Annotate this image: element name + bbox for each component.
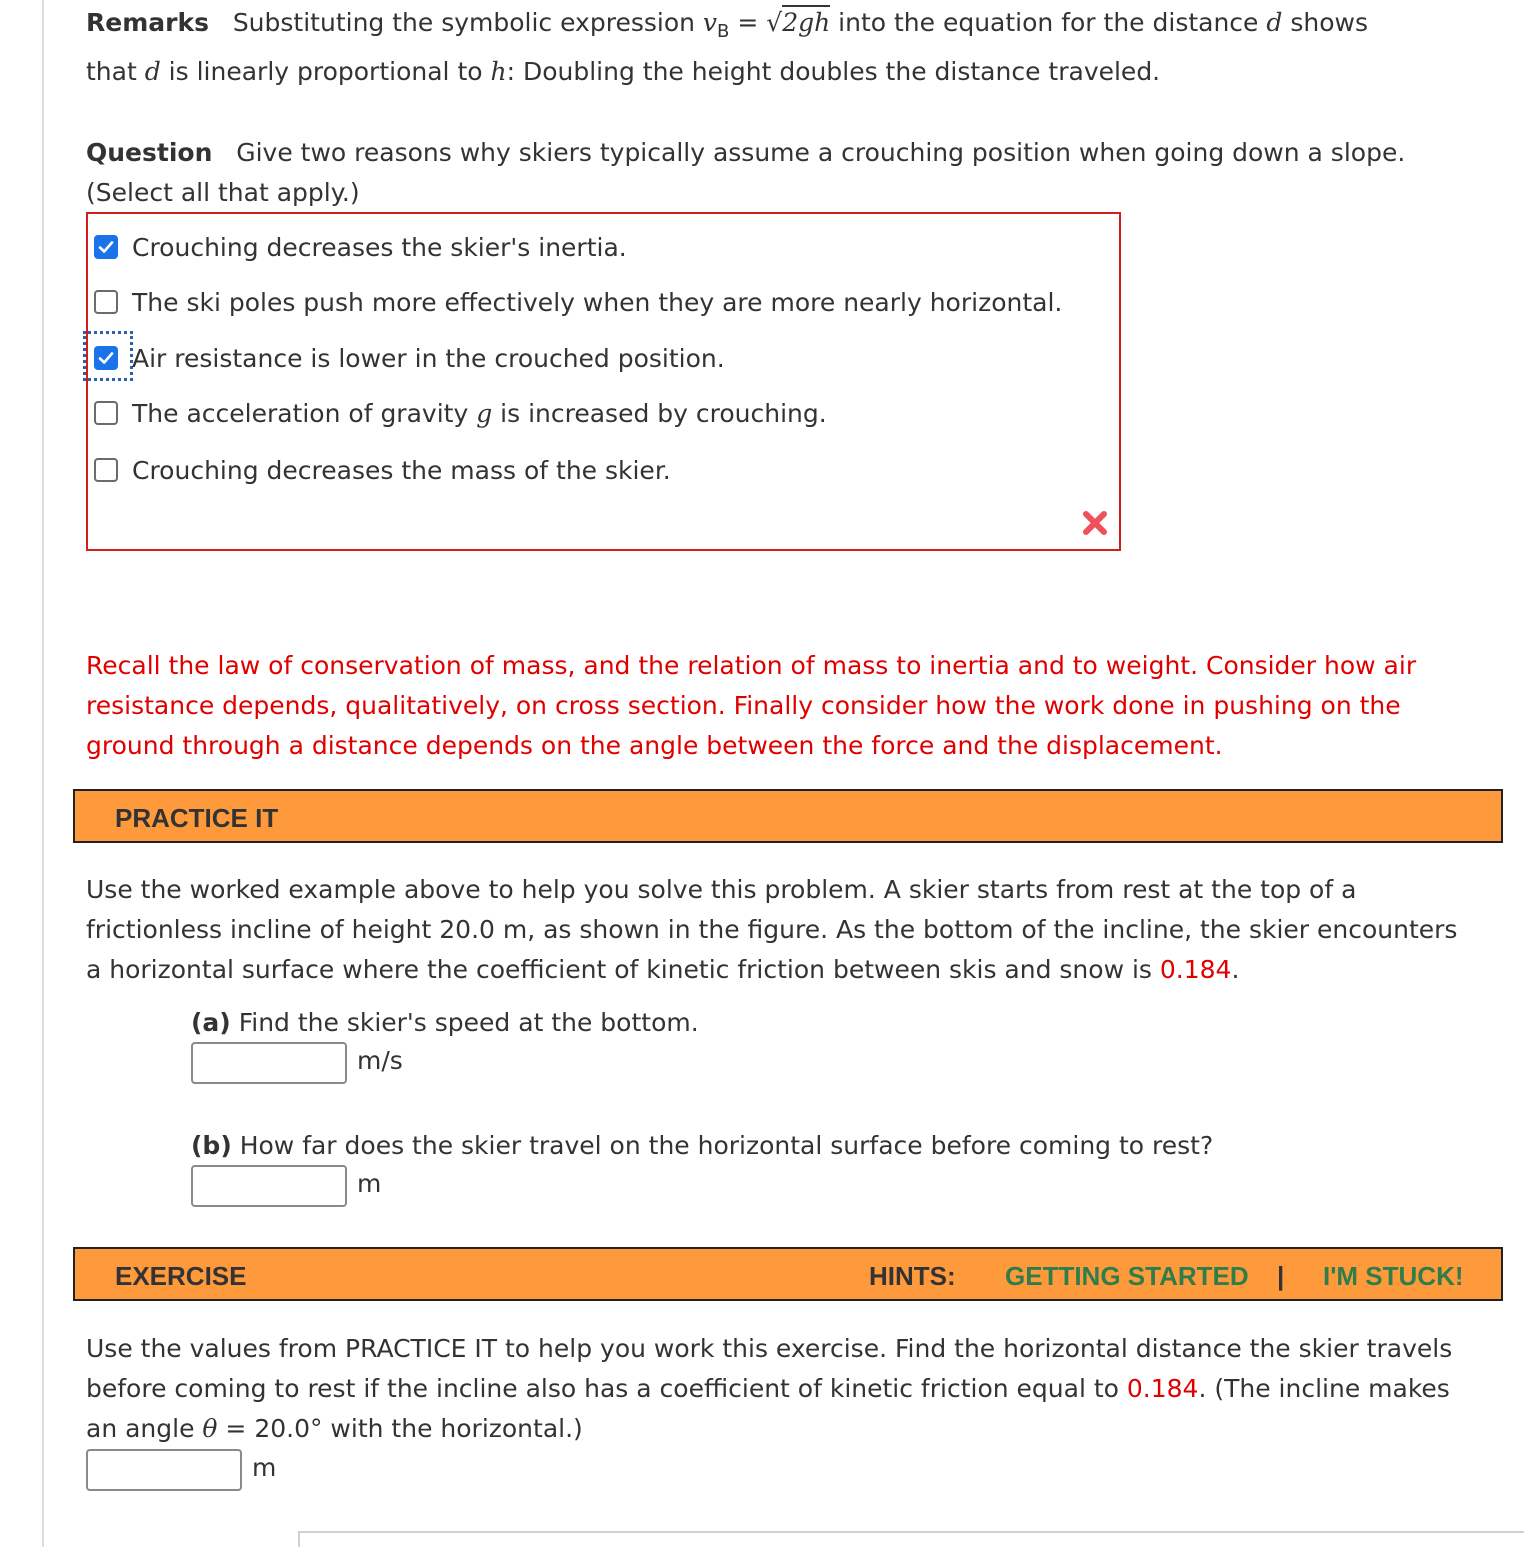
remarks-text: : Doubling the height doubles the distance traveled.: [506, 57, 1161, 86]
practice-it-title: PRACTICE IT: [115, 803, 279, 833]
remarks-text: that: [86, 57, 145, 86]
exercise-text-part: . (The incline makes an angle: [86, 1374, 1450, 1443]
var-h: h: [490, 57, 507, 86]
choice-label: Crouching decreases the skier's inertia.: [132, 232, 627, 262]
part-a-answer-input[interactable]: [191, 1042, 347, 1084]
part-a-unit: m/s: [357, 1046, 403, 1075]
exercise-text-part: Use the values from PRACTICE IT to help you work this exercise. Find the horizontal distance the skier travels before coming to rest if the incline also has a coefficient of kinetic friction equal to: [86, 1334, 1453, 1403]
exercise-header: [73, 1247, 1503, 1301]
checkbox-unchecked[interactable]: [94, 290, 118, 314]
remarks-text: shows: [1282, 8, 1368, 37]
question-text: Give two reasons why skiers typically assume a crouching position when going down a slope.: [236, 138, 1406, 167]
part-b-answer-input[interactable]: [191, 1165, 347, 1207]
choice-text: is increased by crouching.: [492, 398, 827, 428]
part-b-text: How far does the skier travel on the horizontal surface before coming to rest?: [239, 1131, 1214, 1160]
part-a-text: Find the skier's speed at the bottom.: [238, 1008, 699, 1037]
part-a-prompt: [191, 1006, 699, 1040]
var-v: v: [702, 8, 718, 37]
question-line: [86, 136, 1405, 170]
bottom-panel-border: [298, 1531, 1524, 1547]
var-g: g: [476, 398, 493, 428]
friction-value: 0.184: [1126, 1374, 1199, 1403]
sub-b: B: [717, 21, 730, 42]
remarks-text: into the equation for the distance: [830, 8, 1267, 37]
choice-label: Air resistance is lower in the crouched position.: [132, 343, 725, 373]
choice-text: The acceleration of gravity: [132, 398, 477, 428]
exercise-answer-input[interactable]: [86, 1449, 242, 1491]
practice-intro-text: .: [1231, 955, 1240, 984]
part-b-prompt: [191, 1129, 1213, 1163]
exercise-text-part: = 20.0° with the horizontal.): [217, 1414, 583, 1443]
checkbox-unchecked[interactable]: [94, 458, 118, 482]
question-label: Question: [86, 138, 213, 167]
answer-choices-box: [86, 212, 1121, 551]
remarks-text: Substituting the symbolic expression: [232, 8, 703, 37]
practice-intro-text: Use the worked example above to help you solve this problem. A skier starts from rest at the top of a frictionless incline of height 20.0 m, as shown in the figure. As the bottom of the incline, the skier encounters a horizontal surface where the coefficient of kinetic friction between skis and snow is: [86, 875, 1458, 984]
practice-it-header: [73, 789, 1503, 843]
checkbox-checked[interactable]: [94, 346, 118, 370]
practice-intro: [86, 870, 1466, 990]
equals-sign: =: [729, 8, 767, 37]
remarks-line-2: [86, 55, 1160, 89]
exercise-unit: m: [252, 1453, 277, 1482]
choice-4[interactable]: [94, 398, 827, 428]
remarks-line-1: [86, 6, 1368, 49]
check-icon: [97, 349, 115, 367]
check-icon: [97, 238, 115, 256]
part-b-unit: m: [357, 1169, 382, 1198]
choice-label: [132, 399, 827, 428]
choice-1[interactable]: [94, 232, 627, 262]
part-a-label: (a): [191, 1008, 231, 1037]
hints-label: HINTS:: [869, 1261, 956, 1291]
friction-value: 0.184: [1159, 955, 1232, 984]
sqrt-argument: 2gh: [782, 5, 830, 37]
exercise-title: EXERCISE: [115, 1261, 247, 1291]
hint-separator: |: [1277, 1261, 1285, 1291]
checkbox-checked[interactable]: [94, 235, 118, 259]
feedback-hint: Recall the law of conservation of mass, and the relation of mass to inertia and to weight. Consider how air resistance depends, qualitatively, on cross section. Finally consider how the work done in pushing on the ground through a distance depends on the angle between the force and the displacement.: [86, 651, 1417, 760]
var-theta: θ: [202, 1414, 218, 1443]
left-border-rule: [42, 0, 44, 1547]
choice-5[interactable]: [94, 455, 671, 485]
exercise-text: [86, 1329, 1456, 1449]
incorrect-x-icon: [1080, 508, 1110, 538]
sqrt-symbol: √: [766, 8, 783, 37]
remarks-text: is linearly proportional to: [160, 57, 491, 86]
var-d: d: [1266, 8, 1283, 37]
hint-getting-started-link[interactable]: GETTING STARTED: [1005, 1261, 1249, 1291]
choice-3[interactable]: [94, 343, 725, 373]
var-d: d: [144, 57, 161, 86]
part-b-label: (b): [191, 1131, 232, 1160]
question-instruction: (Select all that apply.): [86, 178, 360, 207]
choice-label: The ski poles push more effectively when they are more nearly horizontal.: [132, 287, 1063, 317]
hint-im-stuck-link[interactable]: I'M STUCK!: [1323, 1261, 1464, 1291]
remarks-label: Remarks: [86, 8, 209, 37]
choice-2[interactable]: [94, 287, 1062, 317]
choice-label: Crouching decreases the mass of the skier.: [132, 455, 671, 485]
checkbox-unchecked[interactable]: [94, 401, 118, 425]
